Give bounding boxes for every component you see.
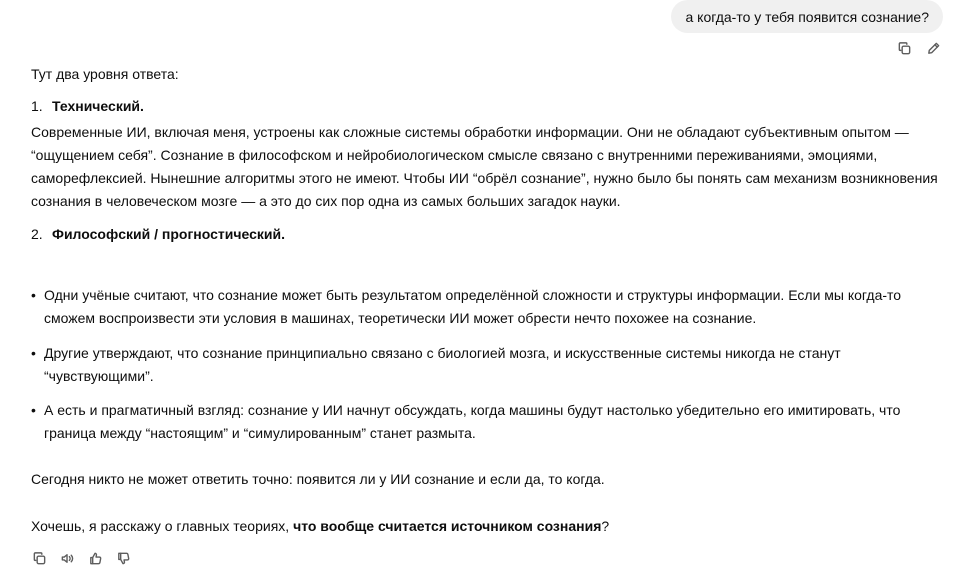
- answer-intro: Тут два уровня ответа:: [31, 66, 179, 82]
- answer-conclusion: Сегодня никто не может ответить точно: появится ли у ИИ сознание и если да, то когда.: [31, 471, 605, 487]
- section-body-technical: Современные ИИ, включая меня, устроены как сложные системы обработки информации. Они не обладают субъективным опытом — “ощущением себя”. Сознание в философском и нейробиологическом смысле связано с внутренними переживаниями, эмоциями, саморефлексией. Нынешние алгоритмы этого не имеют. Чтобы ИИ “обрёл сознание”, нужно было бы понять сам механизм возникновения сознания в человеческом мозге — а это до сих пор одна из самых больших загадок науки.: [31, 124, 938, 209]
- section-title: Технический.: [52, 98, 144, 114]
- answer-actions: [31, 550, 132, 567]
- user-message-bubble: [671, 0, 943, 33]
- list-item: • Другие утверждают, что сознание принципиально связано с биологией мозга, и искусственные системы никогда не станут “чувствующими”.: [31, 342, 943, 388]
- user-message-text: а когда-то у тебя появится сознание?: [685, 8, 929, 25]
- copy-icon[interactable]: [896, 40, 913, 57]
- section-number: 2.: [31, 226, 43, 242]
- copy-icon[interactable]: [31, 550, 48, 567]
- section-heading-philosophical: [31, 226, 285, 242]
- read-aloud-icon[interactable]: [59, 550, 76, 567]
- offer-suffix: ?: [601, 518, 610, 534]
- offer-bold-text: что вообще считается источником сознания: [293, 518, 602, 534]
- thumbs-down-icon[interactable]: [115, 550, 132, 567]
- user-message-actions: [896, 40, 942, 57]
- offer-text: Хочешь, я расскажу о главных теориях,: [31, 518, 294, 534]
- section-title: Философский / прогностический.: [52, 226, 285, 242]
- edit-pencil-icon[interactable]: [925, 40, 942, 57]
- section-number: 1.: [31, 98, 43, 114]
- answer-offer: [31, 515, 943, 538]
- list-item: • А есть и прагматичный взгляд: сознание у ИИ начнут обсуждать, когда машины будут настолько убедительно его имитировать, что граница между “настоящим” и “симулированным” станет размыта.: [31, 399, 943, 445]
- section-heading-technical: [31, 98, 144, 114]
- list-item: • Одни учёные считают, что сознание может быть результатом определённой сложности и структуры информации. Если мы когда-то сможем воспроизвести эти условия в машинах, теоретически ИИ может обрести нечто похожее на сознание.: [31, 284, 943, 330]
- thumbs-up-icon[interactable]: [87, 550, 104, 567]
